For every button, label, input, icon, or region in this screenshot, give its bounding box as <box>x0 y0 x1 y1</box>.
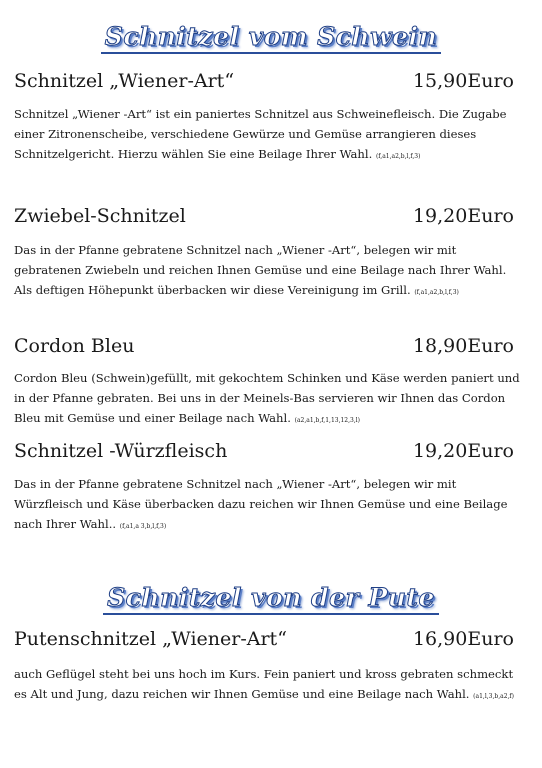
menu-item-title-row <box>14 70 514 96</box>
menu-item-description <box>14 664 522 707</box>
section-heading-text: Schnitzel von der Pute <box>103 583 439 615</box>
section-heading-pute <box>0 583 542 612</box>
menu-item-price: 19,20Euro <box>412 440 514 462</box>
menu-item-title-row <box>14 205 514 231</box>
menu-item-description-text: Cordon Bleu (Schwein)gefüllt, mit gekochtem Schinken und Käse werden paniert und in der Pfanne gebraten. Bei uns in der Meinels-Bas servieren wir Ihnen das Cordon Bleu mit Gemüse und einer Beilage nach Wahl. <box>14 371 520 425</box>
menu-item-description <box>14 474 522 537</box>
menu-item-title-row <box>14 628 514 654</box>
section-heading-schwein <box>0 22 542 51</box>
menu-item-allergens: (a1,l,3,b,a2,f) <box>473 693 514 700</box>
menu-item-name: Schnitzel -Würzfleisch <box>14 440 228 462</box>
menu-item-description-text: Schnitzel „Wiener -Art“ ist ein paniertes Schnitzel aus Schweinefleisch. Die Zugabe einer Zitronenscheibe, verschiedene Gewürze und Gemüse arrangieren dieses Schnitzelgericht. Hierzu wählen Sie eine Beilage Ihrer Wahl. <box>14 107 507 161</box>
menu-item-description <box>14 368 522 431</box>
menu-item-description-text: auch Geflügel steht bei uns hoch im Kurs. Fein paniert und kross gebraten schmeckt es Alt und Jung, dazu reichen wir Ihnen Gemüse und eine Beilage nach Wahl. <box>14 667 514 701</box>
menu-item-price: 18,90Euro <box>412 335 514 357</box>
menu-item-description <box>14 104 522 167</box>
menu-item-price: 19,20Euro <box>412 205 514 227</box>
menu-item-allergens: (f,a1,a 3,b,l,f,3) <box>119 523 167 530</box>
menu-item-allergens: (f,a1,a2,b,l,f,3) <box>414 289 459 296</box>
menu-item-name: Putenschnitzel „Wiener-Art“ <box>14 628 287 650</box>
menu-item-name: Cordon Bleu <box>14 335 135 357</box>
menu-item-description <box>14 240 522 303</box>
menu-item-name: Schnitzel „Wiener-Art“ <box>14 70 235 92</box>
menu-item-allergens: (a2,a1,b,f,1,13,12,3,l) <box>294 417 361 424</box>
menu-item-title-row <box>14 440 514 466</box>
section-heading-text: Schnitzel vom Schwein <box>101 22 441 54</box>
menu-item-description-text: Das in der Pfanne gebratene Schnitzel nach „Wiener -Art“, belegen wir mit Würzfleisch und Käse überbacken dazu reichen wir Ihnen Gemüse und eine Beilage nach Ihrer Wahl.. <box>14 477 508 531</box>
menu-item-description-text: Das in der Pfanne gebratene Schnitzel nach „Wiener -Art“, belegen wir mit gebratenen Zwiebeln und reichen Ihnen Gemüse und eine Beilage nach Ihrer Wahl. Als deftigen Höhepunkt überbacken wir diese Vereinigung im Grill. <box>14 243 507 297</box>
menu-item-price: 15,90Euro <box>412 70 514 92</box>
menu-item-allergens: (f,a1,a2,b,l,f,3) <box>375 153 421 160</box>
menu-item-name: Zwiebel-Schnitzel <box>14 205 186 227</box>
menu-item-title-row <box>14 335 514 361</box>
menu-item-price: 16,90Euro <box>412 628 514 650</box>
